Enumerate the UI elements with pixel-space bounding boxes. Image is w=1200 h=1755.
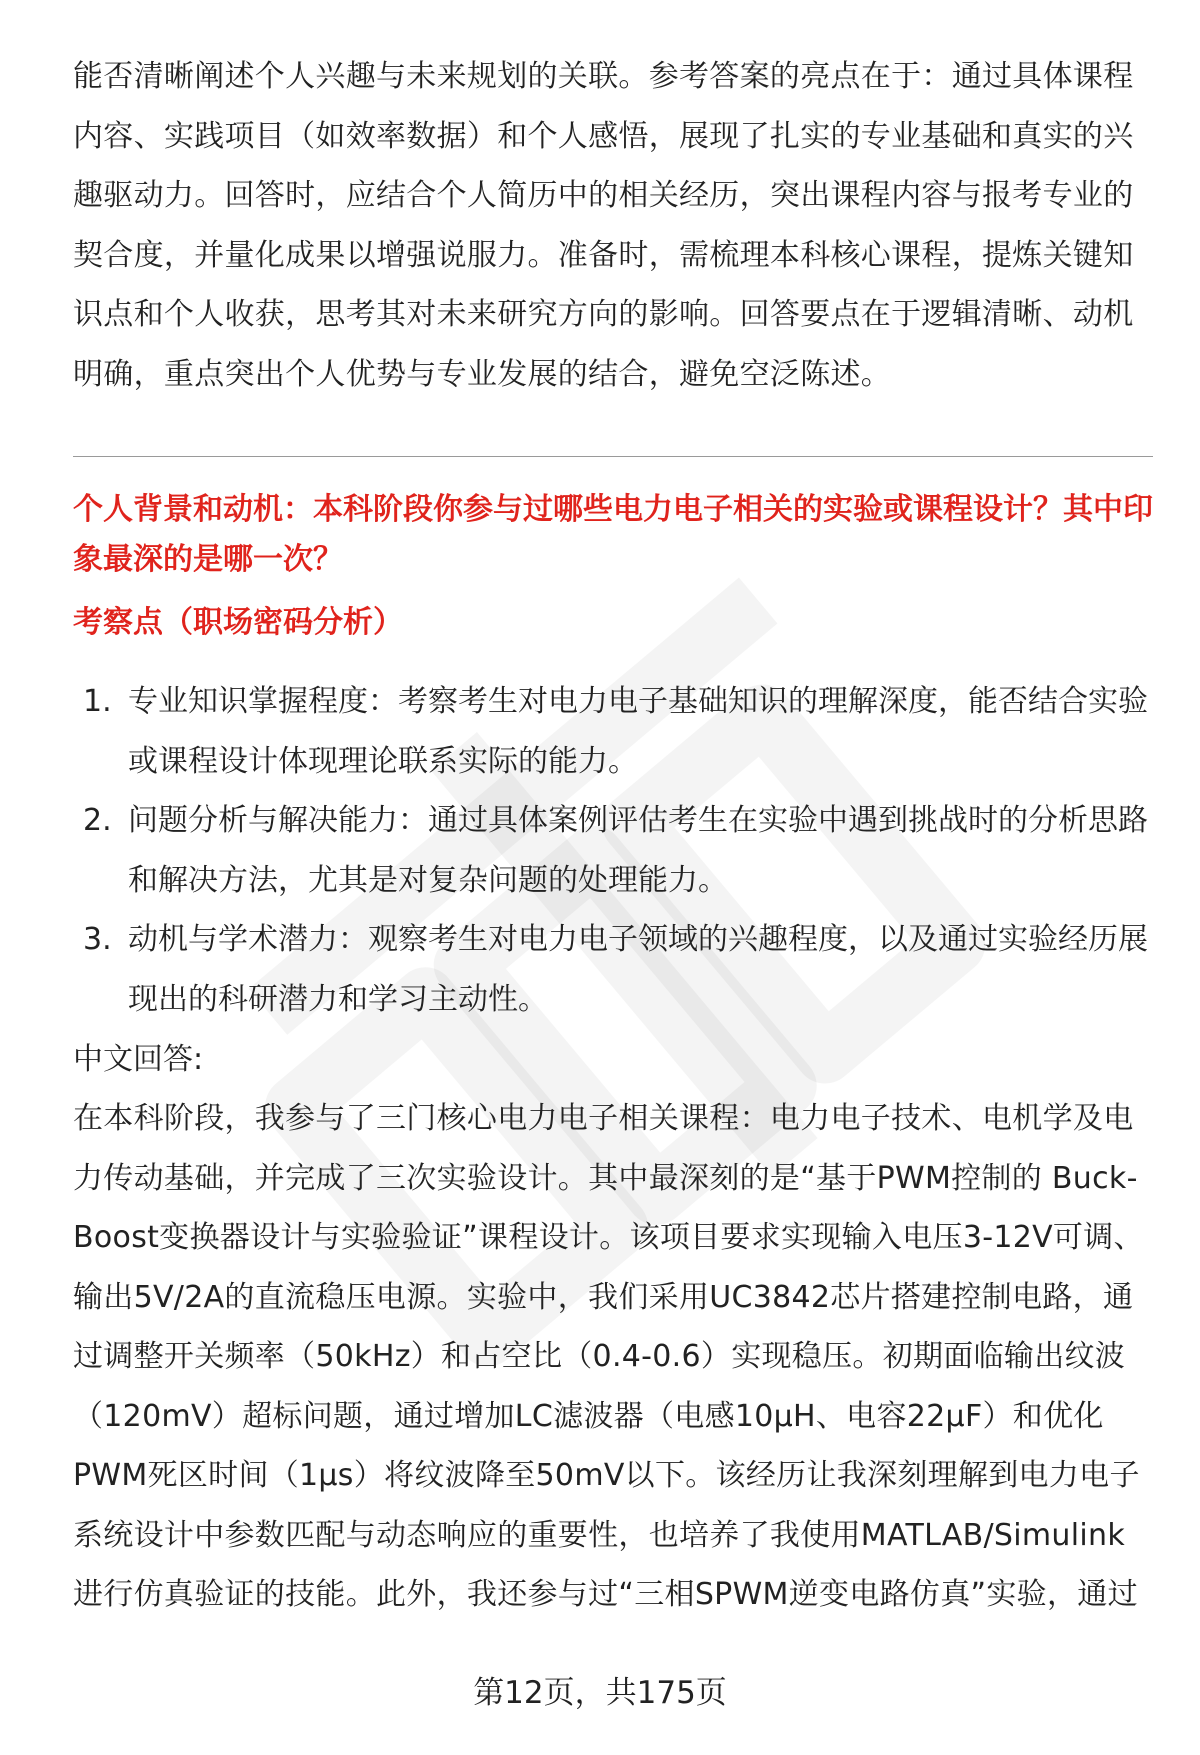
list-item: [73, 791, 1153, 910]
list-text: 问题分析与解决能力：通过具体案例评估考生在实验中遇到挑战时的分析思路和解决方法，尤其是对复杂问题的处理能力。: [128, 803, 1148, 898]
answer-label: 中文回答:: [73, 1042, 204, 1077]
list-text: 专业知识掌握程度：考察考生对电力电子基础知识的理解深度，能否结合实验或课程设计体现理论联系实际的能力。: [128, 684, 1148, 779]
list-number: 1.: [83, 684, 112, 719]
page-footer: 第12页，共175页: [473, 1675, 727, 1711]
answer-paragraph: 在本科阶段，我参与了三门核心电力电子相关课程：电力电子技术、电机学及电力传动基础，并完成了三次实验设计。其中最深刻的是“基于PWM控制的 Buck-Boost变换器设计与实验验证”课程设计。该项目要求实现输入电压3-12V可调、输出5V/2A的直流稳压电源。实验中，我们采用UC3842芯片搭建控制电路，通过调整开关频率（50kHz）和占空比（0.4-0.6）实现稳压。初期面临输出纹波（120mV）超标问题，通过增加LC滤波器（电感10μH、电容22μF）和优化PWM死区时间（1μs）将纹波降至50mV以下。该经历让我深刻理解到电力电子系统设计中参数匹配与动态响应的重要性，也培养了我使用MATLAB/Simulink进行仿真验证的技能。此外，我还参与过“三相SPWM逆变电路仿真”实验，通过: [73, 1101, 1144, 1612]
question-heading: 个人背景和动机：本科阶段你参与过哪些电力电子相关的实验或课程设计？其中印象最深的是哪一次？: [73, 492, 1153, 577]
list-item: [73, 672, 1153, 791]
list-text: 动机与学术潜力：观察考生对电力电子领域的兴趣程度，以及通过实验经历展现出的科研潜力和学习主动性。: [128, 922, 1148, 1017]
list-number: 2.: [83, 803, 112, 838]
intro-paragraph: 能否清晰阐述个人兴趣与未来规划的关联。参考答案的亮点在于：通过具体课程内容、实践项目（如效率数据）和个人感悟，展现了扎实的专业基础和真实的兴趣驱动力。回答时，应结合个人简历中的相关经历，突出课程内容与报考专业的契合度，并量化成果以增强说服力。准备时，需梳理本科核心课程，提炼关键知识点和个人收获，思考其对未来研究方向的影响。回答要点在于逻辑清晰、动机明确，重点突出个人优势与专业发展的结合，避免空泛陈述。: [73, 59, 1134, 392]
list-item: [73, 910, 1153, 1029]
assessment-list: [73, 672, 1153, 1029]
list-number: 3.: [83, 922, 112, 957]
section-divider: [73, 456, 1153, 457]
assessment-heading: 考察点（职场密码分析）: [73, 605, 403, 640]
